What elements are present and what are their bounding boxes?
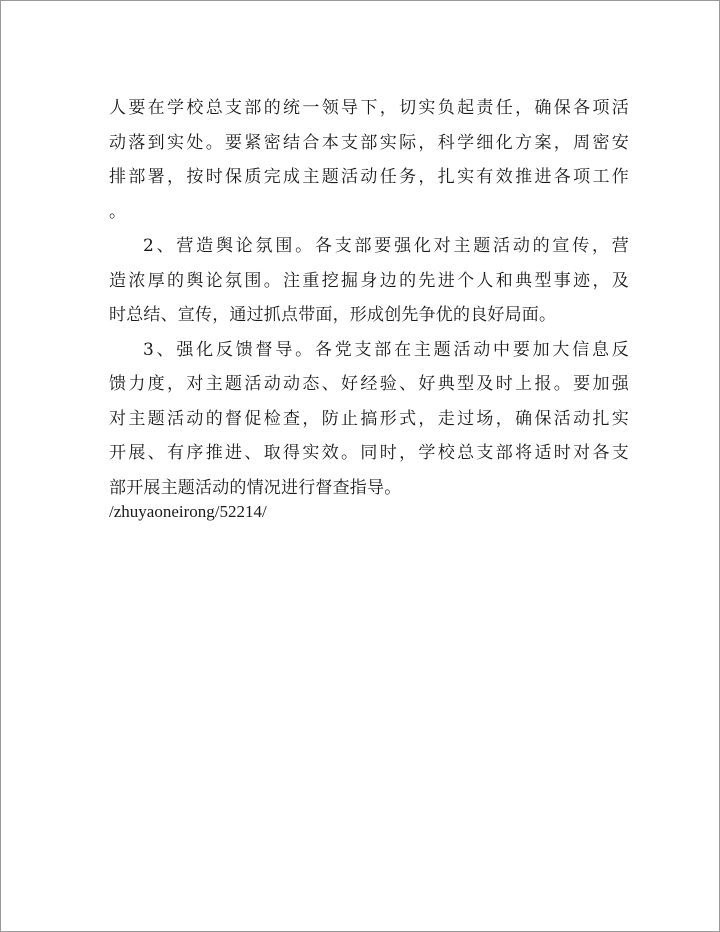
- text-line: 。: [109, 201, 127, 222]
- text-line: 对主题活动的督促检查，防止搞形式，走过场，确保活动扎实: [109, 408, 629, 429]
- paragraph-3: [109, 333, 629, 506]
- url-link[interactable]: /zhuyaoneirong/52214/: [109, 502, 267, 521]
- document-body: [109, 91, 629, 530]
- paragraph-1: [109, 91, 629, 229]
- text-line: 2、营造舆论氛围。各支部要强化对主题活动的宣传，营: [143, 236, 629, 256]
- text-line: 3、强化反馈督导。各党支部在主题活动中要加大信息反: [143, 339, 629, 360]
- text-line: 造浓厚的舆论氛围。注重挖掘身边的先进个人和典型事迹，及: [109, 270, 629, 291]
- text-line: 开展、有序推进、取得实效。同时，学校总支部将适时对各支: [109, 443, 629, 463]
- text-line: 人要在学校总支部的统一领导下，切实负起责任，确保各项活: [109, 98, 629, 118]
- text-line: 馈力度，对主题活动动态、好经验、好典型及时上报。要加强: [109, 374, 629, 394]
- paragraph-2: [109, 229, 629, 333]
- text-line: 部开展主题活动的情况进行督查指导。: [109, 477, 402, 498]
- text-line: 动落到实处。要紧密结合本支部实际，科学细化方案，周密安: [109, 132, 629, 153]
- text-line: 时总结、宣传，通过抓点带面，形成创先争优的良好局面。: [109, 305, 557, 325]
- text-line: 排部署，按时保质完成主题活动任务，扎实有效推进各项工作: [109, 167, 629, 187]
